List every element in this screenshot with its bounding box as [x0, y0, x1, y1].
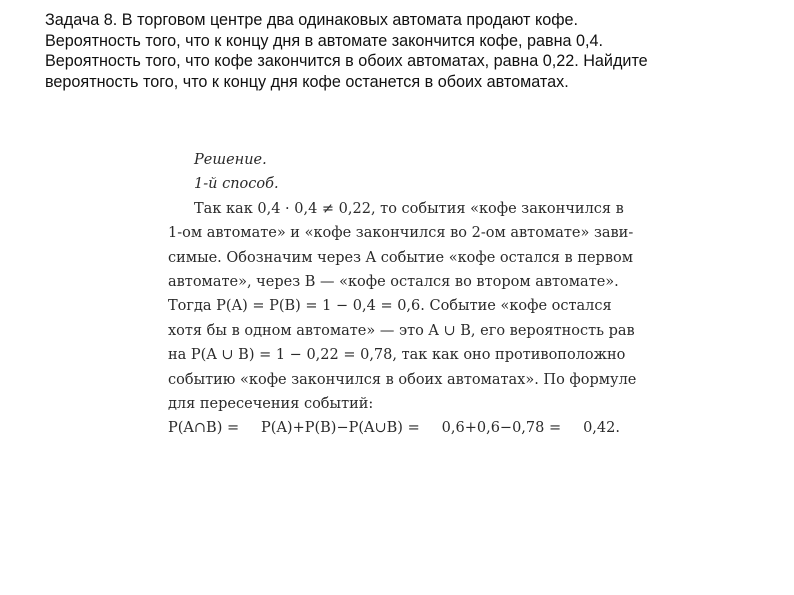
- problem-line-4: вероятность того, что к концу дня кофе останется в обоих автоматах.: [45, 72, 569, 91]
- formula-part-1: P(A∩B) =: [168, 420, 240, 437]
- solution-line-8: событию «кофе закончился в обоих автоматах». По формуле: [168, 371, 637, 388]
- solution-line-7: на P(A ∪ B) = 1 − 0,22 = 0,78, так как оно противоположно: [168, 347, 626, 364]
- problem-statement: [45, 10, 765, 92]
- solution-line-2: 1-ом автомате» и «кофе закончился во 2-ом автомате» зави-: [168, 225, 634, 242]
- solution-formula: [168, 416, 620, 440]
- formula-part-2: P(A)+P(B)−P(A∪B) =: [261, 420, 420, 437]
- problem-line-2: Вероятность того, что к концу дня в автомате закончится кофе, равна 0,4.: [45, 31, 604, 50]
- formula-part-3: 0,6+0,6−0,78 =: [441, 420, 562, 437]
- problem-line-1: Задача 8. В торговом центре два одинаковых автомата продают кофе.: [45, 11, 579, 29]
- problem-label: Задача 8.: [45, 11, 118, 29]
- solution-line-9: для пересечения событий:: [168, 396, 374, 413]
- solution-line-6: хотя бы в одном автомате» — это A ∪ B, его вероятность рав: [168, 322, 635, 339]
- solution-line-1: Так как 0,4 · 0,4 ≠ 0,22, то события «кофе закончился в: [194, 200, 624, 217]
- solution-line-3: симые. Обозначим через A событие «кофе остался в первом: [168, 249, 634, 266]
- problem-line-3: Вероятность того, что кофе закончится в обоих автоматах, равна 0,22. Найдите: [45, 52, 648, 70]
- formula-part-4: 0,42.: [583, 420, 620, 437]
- solution-block: [168, 148, 637, 441]
- solution-line-5: Тогда P(A) = P(B) = 1 − 0,4 = 0,6. Событие «кофе остался: [168, 298, 612, 315]
- solution-method: 1-й способ.: [194, 176, 279, 193]
- solution-heading: Решение.: [194, 152, 267, 168]
- solution-line-4: автомате», через B — «кофе остался во втором автомате».: [168, 274, 619, 291]
